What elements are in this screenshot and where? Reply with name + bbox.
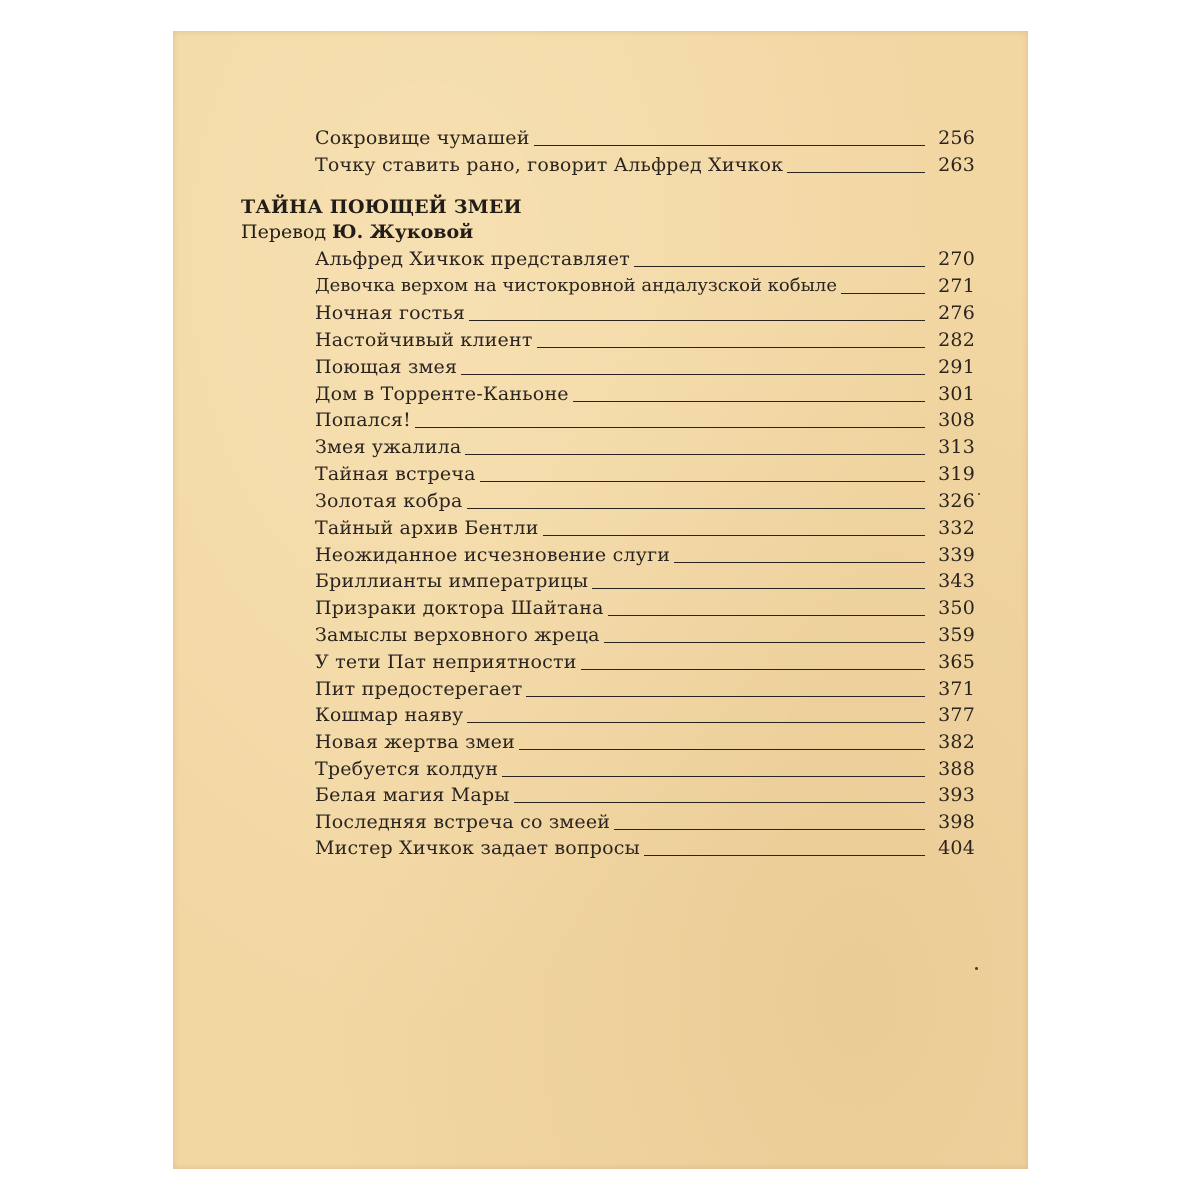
toc-entry-title: Девочка верхом на чистокровной андалузской кобыле (315, 275, 838, 296)
toc-entry-title: Новая жертва змеи (315, 731, 515, 753)
toc-entry-title: Поющая змея (315, 356, 458, 378)
toc-entry-page: 393 (938, 784, 975, 806)
book-page (173, 31, 1028, 1169)
toc-leader-line (461, 374, 925, 375)
toc-entry-page: 263 (938, 154, 975, 176)
toc-entry (315, 324, 975, 351)
toc-entry-title: У тети Пат неприятности (315, 651, 577, 673)
toc-leader-line (573, 401, 925, 402)
toc-entry (315, 539, 975, 566)
toc-entry-title: Дом в Торренте-Каньоне (315, 383, 569, 405)
toc-leader-line (465, 454, 925, 455)
toc-entry (315, 485, 975, 512)
toc-entry-title: Альфред Хичкок представляет (315, 248, 630, 270)
toc-leader-line (534, 145, 925, 146)
toc-entry-title: Призраки доктора Шайтана (315, 597, 604, 619)
toc-entry (315, 619, 975, 646)
toc-entry-page: 359 (938, 624, 975, 646)
toc-leader-line (537, 347, 925, 348)
toc-leader-line (841, 293, 925, 294)
toc-entry-page: 398 (938, 811, 975, 833)
toc-entry-page: 365 (938, 651, 975, 673)
toc-leader-line (526, 696, 925, 697)
toc-entry-page: 382 (938, 731, 975, 753)
toc-leader-line (608, 615, 925, 616)
toc-entry-title: Пит предостерегает (315, 678, 523, 700)
toc-leader-line (674, 562, 925, 563)
toc-entry (315, 297, 975, 324)
toc-entry-page: 319 (938, 463, 975, 485)
toc-entry-title: Замыслы верховного жреца (315, 624, 600, 646)
toc-entry (315, 431, 975, 458)
toc-entry-page: 404 (938, 837, 975, 859)
toc-leader-line (644, 855, 925, 856)
toc-entry-page: 270 (938, 248, 975, 270)
toc-entry-title: Змея ужалила (315, 436, 462, 458)
toc-entry (315, 646, 975, 673)
toc-entry-page: 350 (938, 597, 975, 619)
translator-prefix: Перевод (241, 221, 327, 243)
toc-entry-page: 256 (938, 127, 975, 149)
toc-entry-title: Точку ставить рано, говорит Альфред Хичкок (315, 154, 784, 176)
toc-leader-line (614, 829, 925, 830)
toc-entry-title: Кошмар наяву (315, 704, 464, 726)
toc-entry (315, 270, 975, 297)
toc-entry-title: Бриллианты императрицы (315, 570, 589, 592)
toc-leader-line (543, 535, 925, 536)
toc-entry-page: 377 (938, 704, 975, 726)
toc-entry-title: Ночная гостья (315, 302, 466, 324)
translator-name: Ю. Жуковой (332, 221, 474, 243)
toc-leader-line (581, 669, 925, 670)
paper-speck (975, 967, 978, 970)
toc-entry (315, 404, 975, 431)
toc-entry-page: 271 (938, 275, 975, 297)
toc-leader-line (634, 266, 925, 267)
toc-entry (315, 149, 975, 176)
toc-leader-line (519, 749, 925, 750)
toc-entry-title: Требуется колдун (315, 758, 499, 780)
toc-entry (315, 673, 975, 700)
toc-entry-title: Попался! (315, 409, 411, 431)
toc-entry-page: 332 (938, 517, 975, 539)
toc-entry-page: 313 (938, 436, 975, 458)
section-heading: ТАЙНА ПОЮЩЕЙ ЗМЕИ (241, 196, 522, 218)
toc-entry-title: Последняя встреча со змеей (315, 811, 611, 833)
toc-entry (315, 565, 975, 592)
toc-entry (315, 592, 975, 619)
toc-entry-title: Неожиданное исчезновение слуги (315, 544, 671, 566)
translator-credit (241, 220, 473, 244)
toc-entry-title: Мистер Хичкок задает вопросы (315, 837, 640, 859)
toc-leader-line (502, 776, 925, 777)
toc-leader-line (514, 802, 925, 803)
toc-entry (315, 458, 975, 485)
toc-entry-title: Тайная встреча (315, 463, 476, 485)
toc-entry-page: 326 (938, 490, 975, 512)
toc-entry-page: 291 (938, 356, 975, 378)
toc-entry (315, 122, 975, 149)
toc-leader-line (592, 588, 925, 589)
toc-entry (315, 699, 975, 726)
toc-entry-page: 301 (938, 383, 975, 405)
toc-entry (315, 779, 975, 806)
toc-entry-title: Настойчивый клиент (315, 329, 533, 351)
toc-leader-line (415, 427, 925, 428)
toc-leader-line (467, 508, 926, 509)
toc-entry (315, 351, 975, 378)
toc-entry (315, 512, 975, 539)
toc-entry-page: 282 (938, 329, 975, 351)
toc-entry (315, 753, 975, 780)
toc-entry-title: Тайный архив Бентли (315, 517, 539, 539)
toc-entry (315, 243, 975, 270)
toc-leader-line (787, 172, 925, 173)
toc-entry-page: 388 (938, 758, 975, 780)
toc-entry (315, 832, 975, 859)
toc-entry-page: 276 (938, 302, 975, 324)
toc-entry-title: Сокровище чумашей (315, 127, 530, 149)
toc-entry-title: Золотая кобра (315, 490, 463, 512)
toc-entry-title: Белая магия Мары (315, 784, 510, 806)
toc-leader-line (480, 481, 925, 482)
toc-leader-line (469, 320, 925, 321)
toc-entry (315, 378, 975, 405)
toc-leader-line (467, 722, 925, 723)
toc-entry (315, 806, 975, 833)
toc-entry-page: 308 (938, 409, 975, 431)
toc-leader-line (604, 642, 925, 643)
toc-entry-page: 371 (938, 678, 975, 700)
toc-entry-page: 343 (938, 570, 975, 592)
toc-entry-page: 339 (938, 544, 975, 566)
toc-entry (315, 726, 975, 753)
paper-speck (978, 493, 980, 495)
